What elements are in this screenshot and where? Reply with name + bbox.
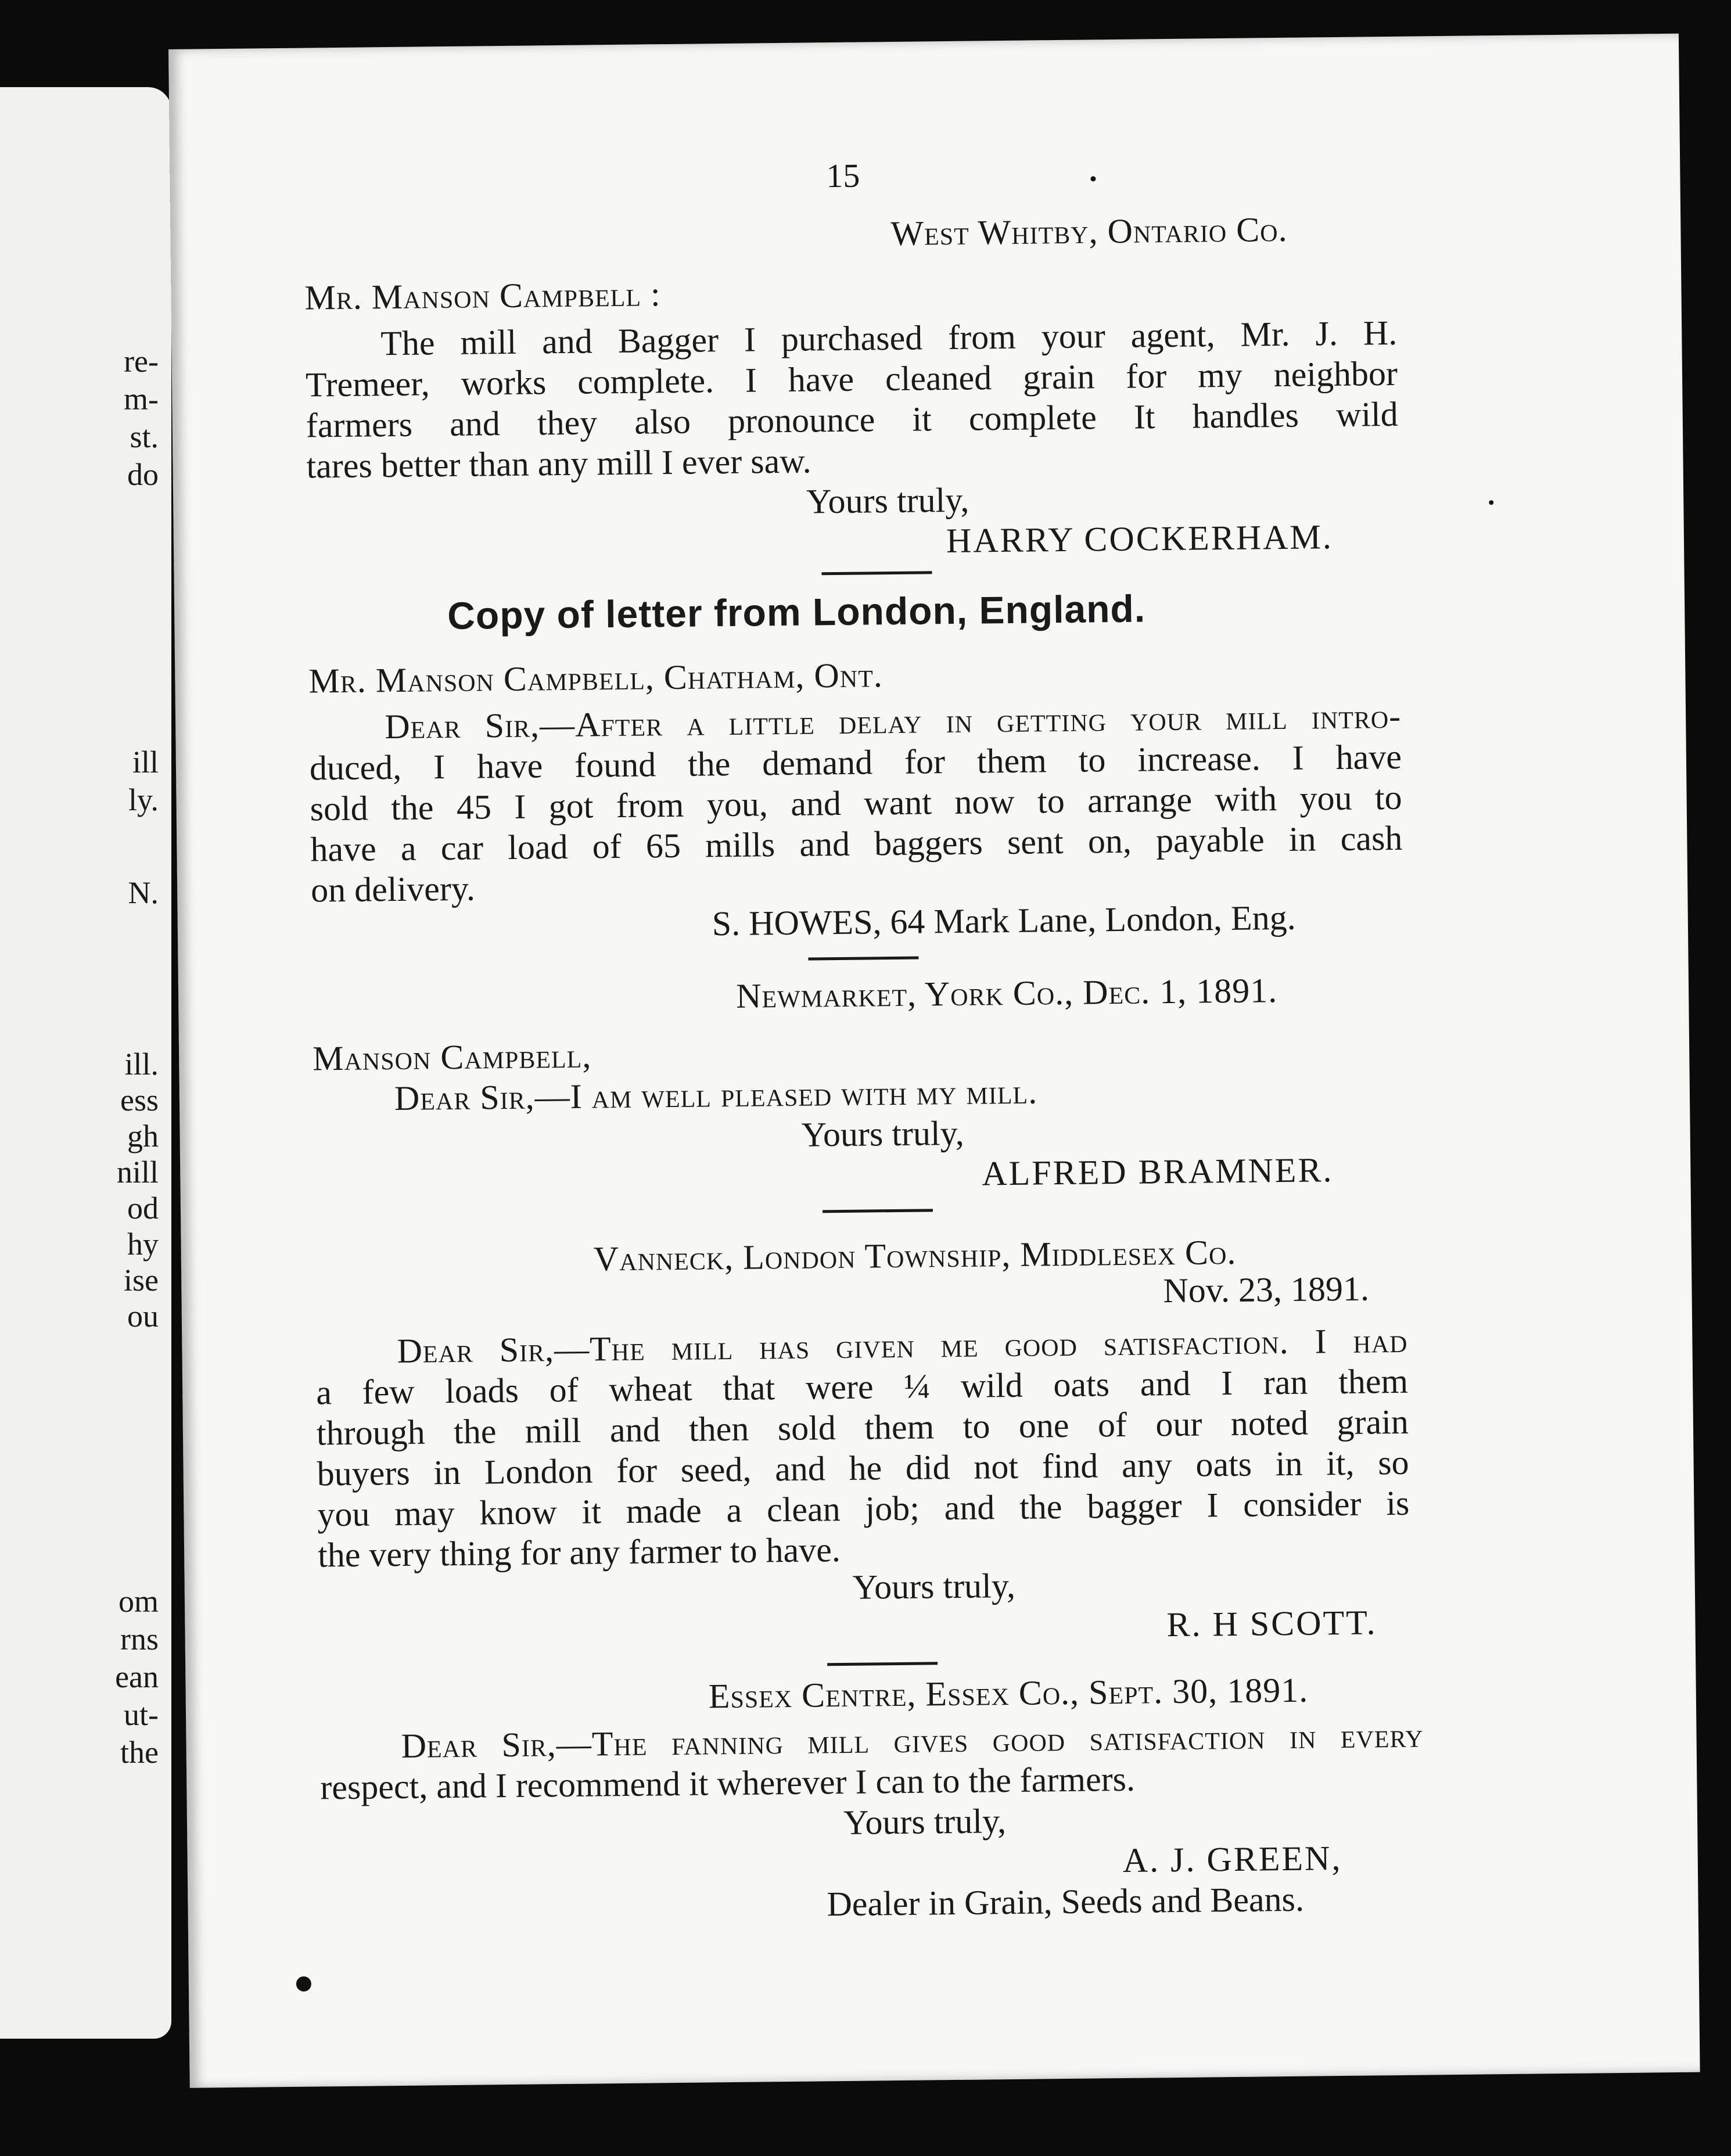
letter-2-salutation: Mr. Manson Campbell, Chatham, Ont. bbox=[308, 656, 884, 700]
previous-page-fragment: od bbox=[127, 1191, 159, 1226]
letter-4-line-5: you may know it made a clean job; and the bagger I consider is bbox=[317, 1483, 1410, 1534]
ink-speck bbox=[1489, 500, 1493, 505]
letter-3-location: Newmarket, York Co., Dec. 1, 1891. bbox=[735, 971, 1278, 1015]
previous-page-fragment: hy bbox=[127, 1227, 159, 1262]
letter-3-line-1: Dear Sir,—I am well pleased with my mill. bbox=[394, 1072, 1038, 1118]
previous-page-fragment: rns bbox=[120, 1622, 159, 1656]
previous-page-fragment: ou bbox=[127, 1299, 159, 1334]
separator-rule bbox=[821, 571, 932, 575]
letter-1-line-3: farmers and they also pronounce it complete It handles wild bbox=[306, 394, 1399, 445]
separator-rule bbox=[808, 957, 918, 961]
letter-2-line-2: duced, I have found the demand for them to increase. I have bbox=[309, 737, 1402, 788]
letter-4-line-3: through the mill and then sold them to one of our noted grain bbox=[316, 1402, 1409, 1453]
ink-speck bbox=[1090, 176, 1096, 181]
previous-page-edge bbox=[0, 87, 171, 2039]
previous-page-fragment: st. bbox=[130, 419, 159, 454]
previous-page-fragment: do bbox=[127, 457, 159, 492]
letter-3-salutation: Manson Campbell, bbox=[312, 1036, 592, 1078]
letter-1-line-2: Tremeer, works complete. I have cleaned grain for my neighbor bbox=[305, 354, 1398, 404]
letter-2-line-4: have a car load of 65 mills and baggers sent on, payable in cash bbox=[310, 818, 1403, 869]
letter-4-location: Vanneck, London Township, Middlesex Co. bbox=[593, 1232, 1237, 1278]
letter-4-line-1: Dear Sir,—The mill has given me good satisfaction. I had bbox=[397, 1321, 1408, 1371]
letter-4-line-6: the very thing for any farmer to have. bbox=[317, 1530, 841, 1575]
letter-5-closing: Yours truly, bbox=[843, 1802, 1007, 1842]
letter-4-line-2: a few loads of wheat that were ¼ wild oats and I ran them bbox=[315, 1361, 1409, 1412]
previous-page-fragment: m- bbox=[124, 382, 159, 416]
letter-5-title: Dealer in Grain, Seeds and Beans. bbox=[827, 1880, 1305, 1924]
previous-page-fragment: ise bbox=[124, 1263, 159, 1298]
previous-page-fragment: ly. bbox=[128, 782, 159, 817]
previous-page-fragment: gh bbox=[127, 1119, 159, 1154]
previous-page-fragment: ill. bbox=[124, 1047, 159, 1081]
previous-page-fragment: ut- bbox=[124, 1697, 159, 1732]
separator-rule bbox=[827, 1662, 938, 1666]
letter-5-signature: A. J. GREEN, bbox=[1122, 1839, 1342, 1880]
ink-speck bbox=[296, 1977, 311, 1992]
page-number: 15 bbox=[826, 156, 860, 195]
letter-1-closing: Yours truly, bbox=[806, 480, 969, 521]
letter-2-line-5: on delivery. bbox=[310, 869, 476, 910]
document-page bbox=[168, 34, 1700, 2088]
previous-page-fragment: the bbox=[120, 1735, 159, 1770]
previous-page-fragment: nill bbox=[116, 1155, 159, 1190]
letter-1-line-1: The mill and Bagger I purchased from your agent, Mr. J. H. bbox=[380, 313, 1398, 363]
letter-5-line-2: respect, and I recommend it wherever I can to the farmers. bbox=[320, 1759, 1136, 1807]
separator-rule bbox=[823, 1209, 933, 1213]
letter-4-signature: R. H SCOTT. bbox=[1166, 1603, 1377, 1644]
letter-1-signature: HARRY COCKERHAM. bbox=[946, 518, 1334, 560]
letter-1-salutation: Mr. Manson Campbell : bbox=[304, 275, 661, 317]
previous-page-fragment: N. bbox=[128, 875, 159, 910]
letter-2-signature: S. HOWES, 64 Mark Lane, London, Eng. bbox=[712, 898, 1296, 943]
letter-1-location: West Whitby, Ontario Co. bbox=[890, 210, 1288, 253]
letter-5-line-1: Dear Sir,—The fanning mill gives good satisfaction in every bbox=[401, 1716, 1424, 1765]
letter-4-line-4: buyers in London for seed, and he did not find any oats in it, so bbox=[317, 1443, 1409, 1493]
letter-2-heading: Copy of letter from London, England. bbox=[447, 587, 1146, 638]
letter-4-date: Nov. 23, 1891. bbox=[1163, 1269, 1370, 1310]
previous-page-fragment: ess bbox=[120, 1083, 159, 1117]
previous-page-fragment: ean bbox=[115, 1659, 159, 1694]
letter-2-line-3: sold the 45 I got from you, and want now to arrange with you to bbox=[310, 778, 1402, 828]
letter-3-closing: Yours truly, bbox=[801, 1113, 965, 1154]
previous-page-fragment: om bbox=[118, 1584, 159, 1619]
letter-2-line-1: Dear Sir,—After a little delay in getting your mill intro- bbox=[384, 696, 1402, 746]
letter-1-line-4: tares better than any mill I ever saw. bbox=[306, 441, 811, 486]
letter-5-location: Essex Centre, Essex Co., Sept. 30, 1891. bbox=[708, 1670, 1309, 1716]
previous-page-fragment: re- bbox=[124, 344, 159, 379]
letter-3-signature: ALFRED BRAMNER. bbox=[981, 1151, 1334, 1193]
previous-page-fragment: ill bbox=[132, 745, 159, 779]
letter-4-closing: Yours truly, bbox=[852, 1566, 1016, 1607]
